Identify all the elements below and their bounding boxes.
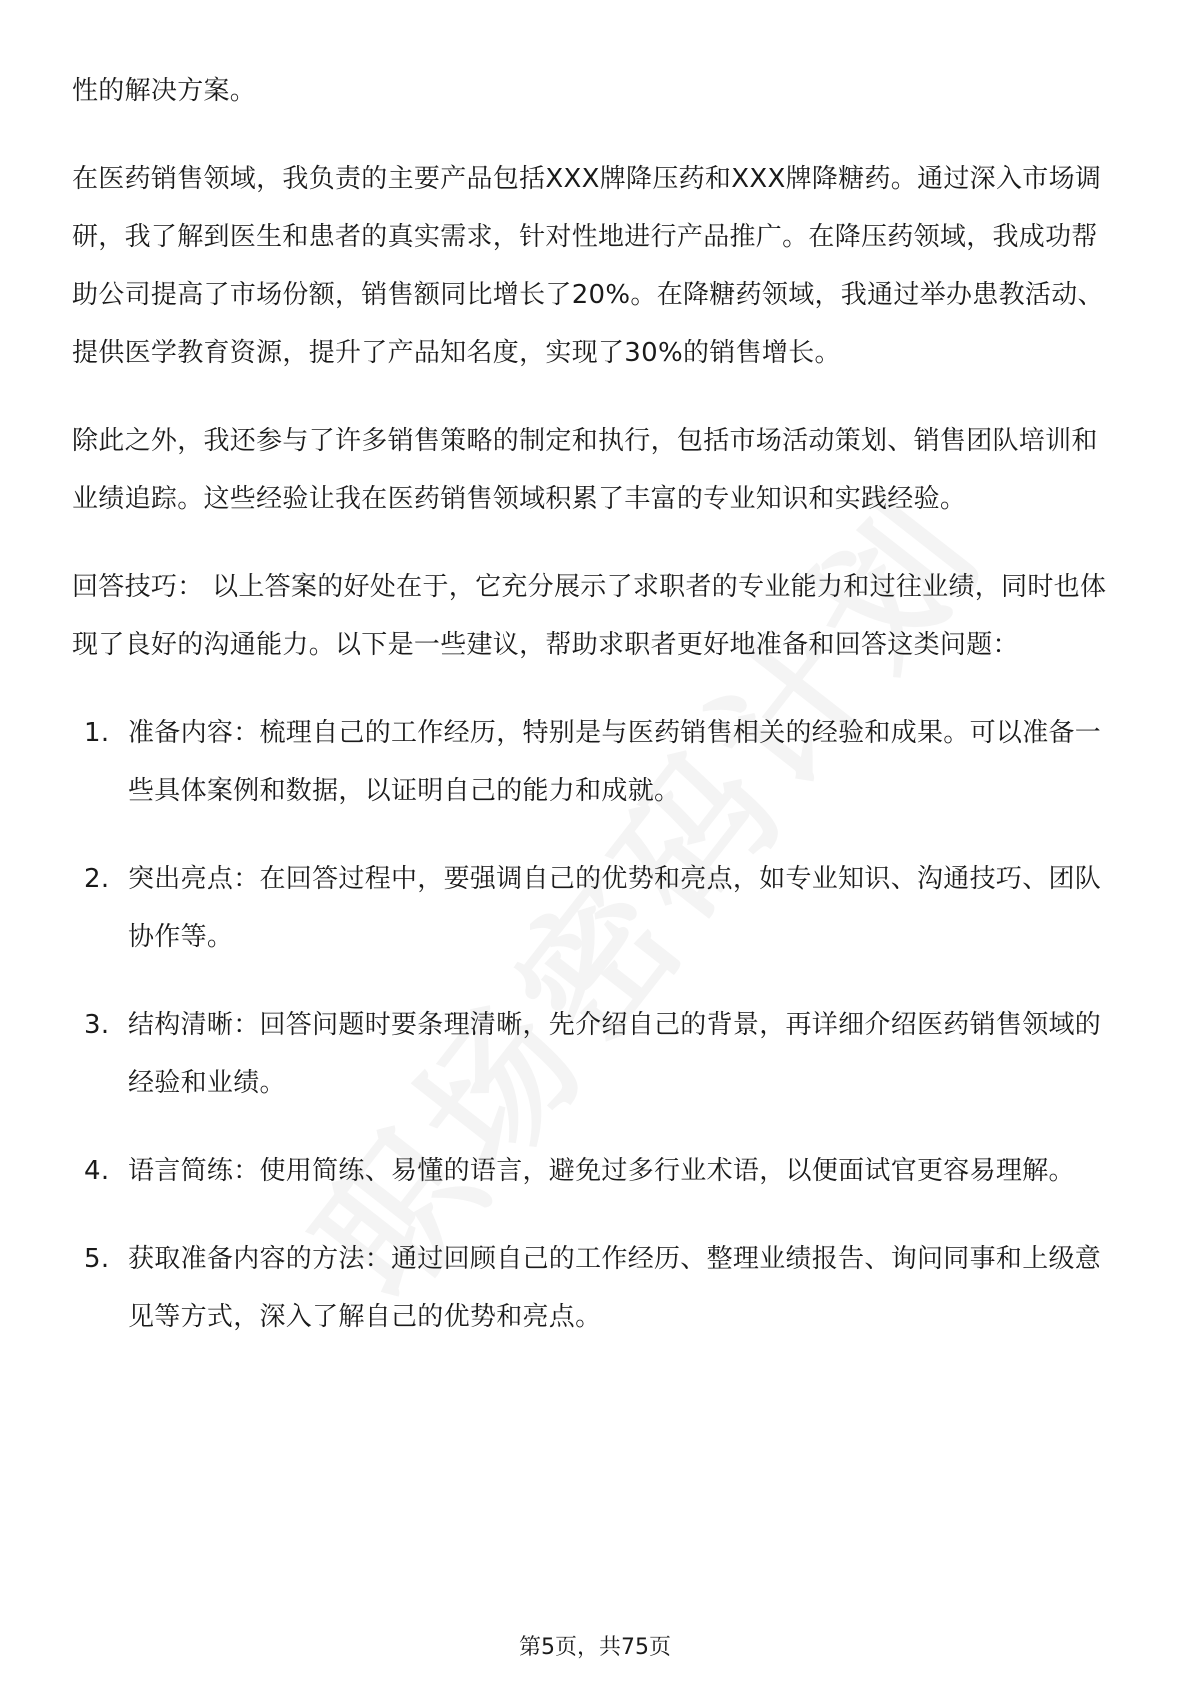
list-item-text: 准备内容：梳理自己的工作经历，特别是与医药销售相关的经验和成果。可以准备一些具体案例和数据，以证明自己的能力和成就。: [128, 718, 1102, 806]
list-number: 4.: [84, 1156, 110, 1186]
document-body: [72, 62, 1122, 1376]
paragraph-answer-tips: 回答技巧： 以上答案的好处在于，它充分展示了求职者的专业能力和过往业绩，同时也体现了良好的沟通能力。以下是一些建议，帮助求职者更好地准备和回答这类问题：: [72, 572, 1107, 660]
list-item: [72, 1230, 1122, 1346]
list-item-text: 语言简练：使用简练、易懂的语言，避免过多行业术语，以便面试官更容易理解。: [128, 1156, 1075, 1186]
list-item: [72, 850, 1122, 966]
list-number: 2.: [84, 864, 110, 894]
list-item-text: 结构清晰：回答问题时要条理清晰，先介绍自己的背景，再详细介绍医药销售领域的经验和业绩。: [128, 1010, 1102, 1098]
paragraph-additional-experience: 除此之外，我还参与了许多销售策略的制定和执行，包括市场活动策划、销售团队培训和业绩追踪。这些经验让我在医药销售领域积累了丰富的专业知识和实践经验。: [72, 426, 1098, 514]
list-item-text: 获取准备内容的方法：通过回顾自己的工作经历、整理业绩报告、询问同事和上级意见等方式，深入了解自己的优势和亮点。: [128, 1244, 1102, 1332]
list-item: [72, 1142, 1122, 1200]
list-number: 1.: [84, 718, 110, 748]
list-item: [72, 996, 1122, 1112]
paragraph-continuation: 性的解决方案。: [72, 76, 257, 106]
paragraph-sales-experience: 在医药销售领域，我负责的主要产品包括XXX牌降压药和XXX牌降糖药。通过深入市场调研，我了解到医生和患者的真实需求，针对性地进行产品推广。在降压药领域，我成功帮助公司提高了市场份额，销售额同比增长了20%。在降糖药领域，我通过举办患教活动、提供医学教育资源，提升了产品知名度，实现了30%的销售增长。: [72, 164, 1104, 368]
list-item-text: 突出亮点：在回答过程中，要强调自己的优势和亮点，如专业知识、沟通技巧、团队协作等。: [128, 864, 1102, 952]
list-number: 5.: [84, 1244, 110, 1274]
list-number: 3.: [84, 1010, 110, 1040]
list-item: [72, 704, 1122, 820]
tips-list: [72, 704, 1122, 1346]
page-number-footer: 第5页，共75页: [519, 1635, 671, 1660]
